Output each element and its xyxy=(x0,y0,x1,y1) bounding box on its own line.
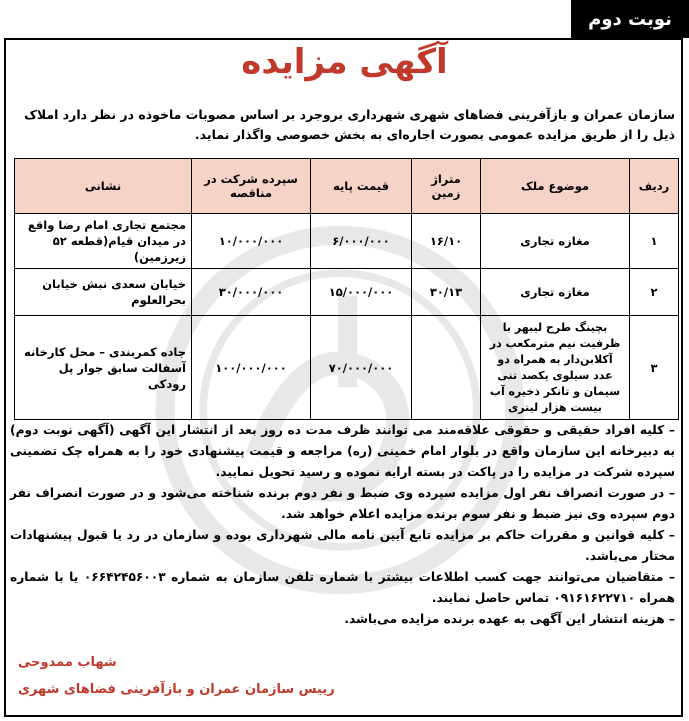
terms-section xyxy=(10,420,675,630)
table-row xyxy=(15,214,679,269)
table-header-row xyxy=(15,159,679,214)
cell-area: ۱۶/۱۰ xyxy=(412,214,481,269)
cell-row-number: ۲ xyxy=(630,269,679,316)
cell-area xyxy=(412,316,481,420)
cell-address: مجتمع تجاری امام رضا واقع در میدان قیام(قطعه ۵۲ زیرزمین) xyxy=(15,214,192,269)
cell-address: جاده کمربندی – محل کارخانه آسفالت سابق جوار پل رودکی xyxy=(15,316,192,420)
page-title: آگهی مزایده xyxy=(241,42,448,82)
cell-row-number: ۱ xyxy=(630,214,679,269)
cell-base-price: ۱۵/۰۰۰/۰۰۰ xyxy=(311,269,412,316)
term-item: – کلیه افراد حقیقی و حقوقی علاقه‌مند می توانند ظرف مدت ده روز بعد از انتشار این آگهی (آگهی نوبت دوم) به دبیرخانه این سازمان واقع در بلوار امام خمینی (ره) مراجعه و قیمت پیشنهادی خود را به همراه چک تضمینی سپرده شرکت در مزایده را در پاکت در بسته ارایه نموده و رسید تحویل نمایید. xyxy=(10,423,675,479)
header-address: نشانی xyxy=(15,159,192,214)
term-item: – کلیه قوانین و مقررات حاکم بر مزایده تابع آیین نامه مالی شهرداری بوده و سازمان در رد یا قبول پیشنهادات مختار می‌باشد. xyxy=(10,528,675,563)
property-table xyxy=(14,158,679,420)
signatory-title: رییس سازمان عمران و بازآفرینی فضاهای شهری xyxy=(18,682,335,697)
cell-row-number: ۳ xyxy=(630,316,679,420)
term-item: – در صورت انصراف نفر اول مزایده سپرده وی ضبط و نفر دوم برنده شناخته می‌شود و در صورت انصراف نفر دوم سپرده وی نیز ضبط و نفر سوم برنده مزایده اعلام خواهد شد. xyxy=(10,486,675,521)
header-subject: موضوع ملک xyxy=(481,159,630,214)
term-item: – متقاضیان می‌توانند جهت کسب اطلاعات بیشتر با شماره تلفن سازمان به شماره ۰۶۶۴۲۴۵۶۰۰۳ یا با شماره همراه ۰۹۱۶۱۶۲۲۷۱۰ تماس حاصل نمایند. xyxy=(10,570,675,605)
header-base-price: قیمت پایه xyxy=(311,159,412,214)
cell-subject: مغازه تجاری xyxy=(481,214,630,269)
cell-deposit: ۱۰/۰۰۰/۰۰۰ xyxy=(192,214,311,269)
header-deposit: سپرده شرکت در مناقصه xyxy=(192,159,311,214)
cell-deposit: ۳۰/۰۰۰/۰۰۰ xyxy=(192,269,311,316)
cell-base-price: ۶/۰۰۰/۰۰۰ xyxy=(311,214,412,269)
cell-base-price: ۷۰/۰۰۰/۰۰۰ xyxy=(311,316,412,420)
cell-address: خیابان سعدی نبش خیابان بحرالعلوم xyxy=(15,269,192,316)
edition-badge: نوبت دوم xyxy=(571,0,689,38)
cell-subject: بچینگ طرح لیبهر با ظرفیت نیم مترمکعب در آکلابن‌دار به همراه دو عدد سیلوی یکصد تنی سیمان و تانکر ذخیره آب بیست هزار لیتری xyxy=(481,316,630,420)
cell-deposit: ۱۰۰/۰۰۰/۰۰۰ xyxy=(192,316,311,420)
cell-area: ۳۰/۱۳ xyxy=(412,269,481,316)
header-row-number: ردیف xyxy=(630,159,679,214)
header-area: متراژ زمین xyxy=(412,159,481,214)
header-bar xyxy=(0,0,689,38)
signatory-name: شهاب ممدوحی xyxy=(18,655,117,670)
intro-paragraph: سازمان عمران و بازآفرینی فضاهای شهری شهرداری بروجرد بر اساس مصوبات ماخوذه در نظر دارد املاک ذیل را از طریق مزایده عمومی بصورت اجاره‌ای به بخش خصوصی واگذار نماید. xyxy=(24,107,675,142)
table-row xyxy=(15,316,679,420)
table-row xyxy=(15,269,679,316)
term-item: – هزینه انتشار این آگهی به عهده برنده مزایده می‌باشد. xyxy=(344,612,675,626)
cell-subject: مغازه تجاری xyxy=(481,269,630,316)
